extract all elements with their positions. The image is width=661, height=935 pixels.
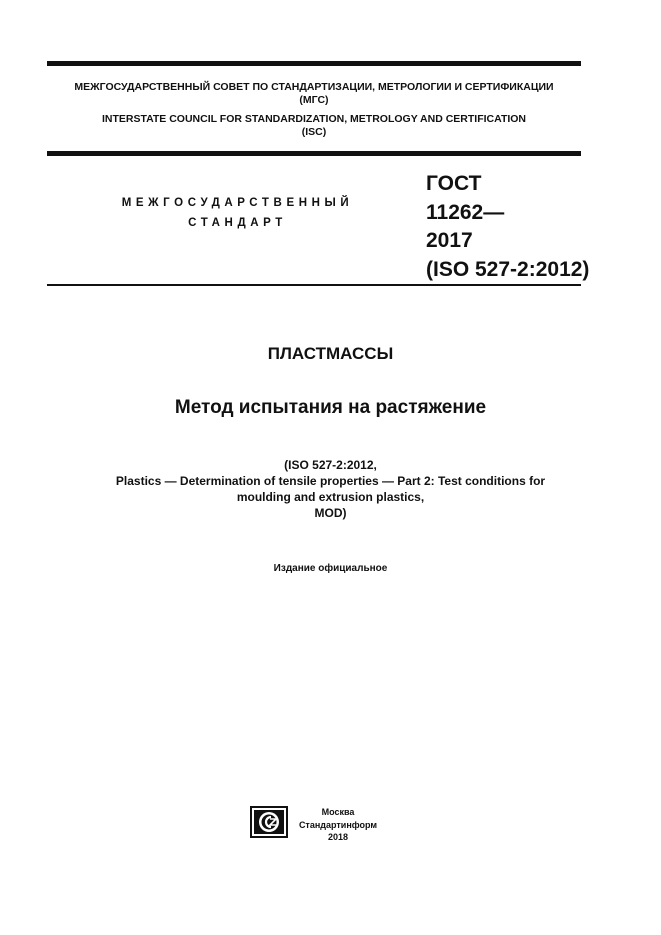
edition-label: Издание официальное <box>273 563 388 574</box>
standard-type-line2: СТАНДАРТ <box>188 217 287 229</box>
top-divider <box>47 61 581 66</box>
document-subtitle: Метод испытания на растяжение <box>174 397 487 418</box>
header-bottom-divider <box>47 284 581 286</box>
publication-year: 2018 <box>327 832 349 842</box>
iso-reference <box>47 457 614 521</box>
iso-reference-line4: MOD) <box>314 506 347 520</box>
designation-line3: 2017 <box>426 229 473 252</box>
standartinform-logo-icon <box>250 806 288 838</box>
council-abbr-ru: (МГС) <box>299 94 329 106</box>
iso-reference-line3: moulding and extrusion plastics, <box>236 490 425 504</box>
designation-line2: 11262— <box>426 200 505 224</box>
iso-reference-line1: (ISO 527-2:2012, <box>284 458 377 472</box>
standard-designation <box>426 170 589 284</box>
council-name-ru <box>47 81 581 107</box>
iso-reference-line2: Plastics — Determination of tensile properties — Part 2: Test conditions for <box>115 474 546 488</box>
council-name-ru-line1: МЕЖГОСУДАРСТВЕННЫЙ СОВЕТ ПО СТАНДАРТИЗАЦИИ, МЕТРОЛОГИИ И СЕРТИФИКАЦИИ <box>74 81 554 93</box>
council-name-en <box>47 113 581 139</box>
designation-line4: (ISO 527-2:2012) <box>426 257 590 281</box>
council-name-en-line1: INTERSTATE COUNCIL FOR STANDARDIZATION, METROLOGY AND CERTIFICATION <box>101 113 527 125</box>
standard-type-line1: МЕЖГОСУДАРСТВЕННЫЙ <box>121 197 354 209</box>
document-title: ПЛАСТМАССЫ <box>267 344 394 363</box>
publisher-name: Стандартинформ <box>298 819 378 830</box>
middle-divider <box>47 151 581 156</box>
designation-line1: ГОСТ <box>426 172 482 195</box>
publisher-block <box>298 806 378 844</box>
council-abbr-en: (ISC) <box>301 126 327 138</box>
publisher-city: Москва <box>321 807 355 817</box>
standard-type <box>100 193 375 233</box>
